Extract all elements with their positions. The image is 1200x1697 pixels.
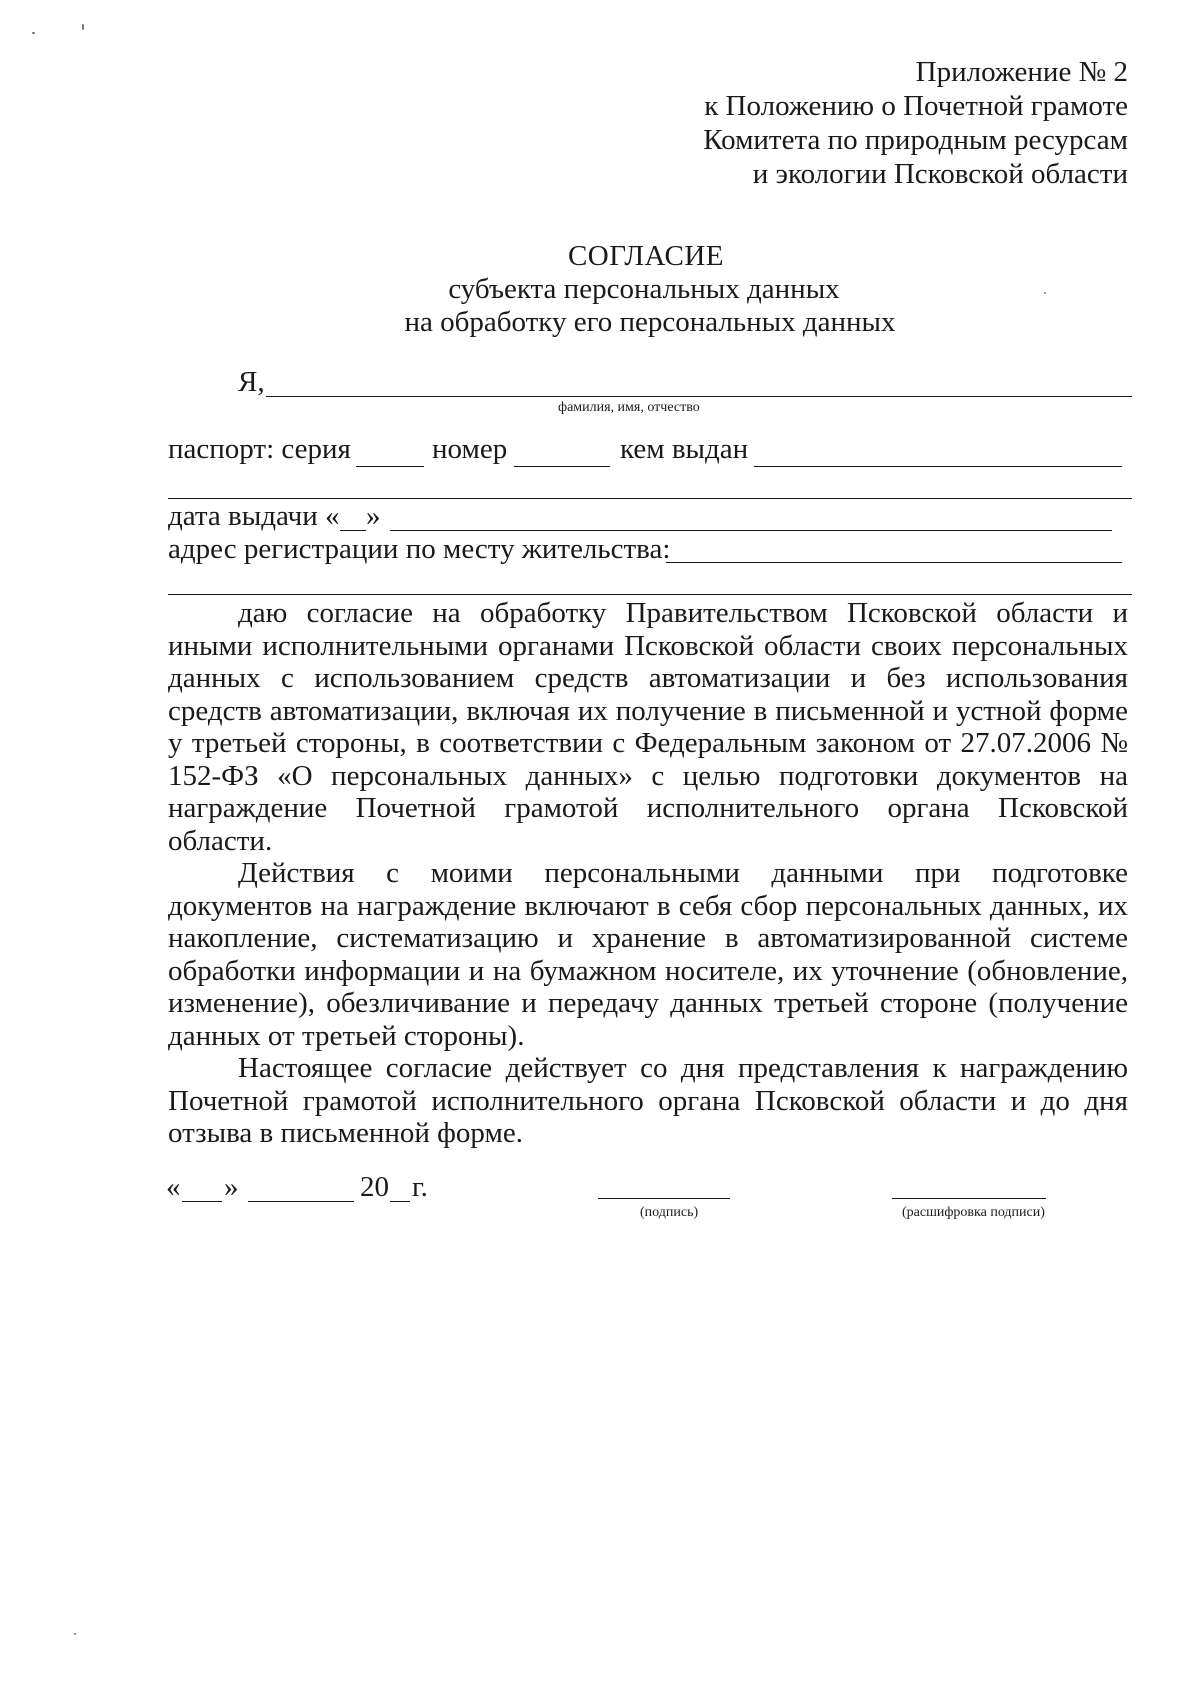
issue-date-label: дата выдачи « bbox=[168, 500, 340, 532]
scan-speck bbox=[32, 32, 35, 34]
consent-paragraph-1: даю согласие на обработку Правительством Псковской области и иными исполнительными органами Псковской области своих персональных данных с использованием средств автоматизации и без использования средств автоматизации, включая их получение в письменной и устной форме у третьей стороны, в соответствии с Федеральным законом от 27.07.2006 № 152-ФЗ «О персональных данных» с целью подготовки документов на награждение Почетной грамотой исполнительного органа Псковской области. bbox=[168, 597, 1128, 857]
date-open-quote: « bbox=[166, 1171, 181, 1203]
signature-decode-field[interactable] bbox=[892, 1198, 1046, 1199]
address-label: адрес регистрации по месту жительства: bbox=[168, 533, 671, 565]
title-sub-1: субъекта персональных данных bbox=[448, 273, 840, 305]
sign-day-field[interactable] bbox=[182, 1201, 222, 1202]
appendix-line-4: и экологии Псковской области bbox=[752, 158, 1128, 190]
address-field-line-2[interactable] bbox=[168, 594, 1132, 595]
signature-field[interactable] bbox=[598, 1198, 730, 1199]
passport-series-field[interactable] bbox=[356, 466, 424, 467]
fio-field[interactable] bbox=[266, 396, 1132, 397]
passport-number-field[interactable] bbox=[514, 466, 610, 467]
issue-date-field[interactable] bbox=[390, 530, 1112, 531]
year-prefix: 20 bbox=[360, 1171, 389, 1203]
issued-by-field-line-2[interactable] bbox=[168, 498, 1132, 499]
scan-speck bbox=[82, 24, 84, 30]
issue-date-close-quote: » bbox=[366, 500, 381, 532]
consent-body bbox=[168, 597, 1128, 1150]
issued-by-label: кем выдан bbox=[620, 433, 749, 465]
address-field[interactable] bbox=[666, 562, 1122, 563]
fio-caption: фамилия, имя, отчество bbox=[558, 400, 700, 415]
document-title bbox=[0, 240, 1200, 339]
appendix-line-3: Комитета по природным ресурсам bbox=[703, 124, 1128, 156]
year-suffix: г. bbox=[412, 1171, 428, 1203]
title-sub-2: на обработку его персональных данных bbox=[404, 306, 896, 338]
consent-paragraph-2: Действия с моими персональными данными при подготовке документов на награждение включают в себя сбор персональных данных, их накопление, систематизацию и хранение в автоматизированной системе обработки информации и на бумажном носителе, их уточнение (обновление, изменение), обезличивание и передачу данных третьей стороне (получение данных от третьей стороны). bbox=[168, 857, 1128, 1052]
appendix-line-1: Приложение № 2 bbox=[915, 56, 1128, 88]
scan-speck bbox=[74, 1633, 76, 1635]
passport-series-label: паспорт: серия bbox=[168, 433, 351, 465]
appendix-line-2: к Положению о Почетной грамоте bbox=[704, 90, 1128, 122]
signature-caption: (подпись) bbox=[640, 1205, 699, 1220]
appendix-header bbox=[703, 55, 1128, 191]
passport-number-label: номер bbox=[432, 433, 508, 465]
issue-day-field[interactable] bbox=[340, 530, 366, 531]
title-main: СОГЛАСИЕ bbox=[567, 240, 725, 272]
signature-decode-caption: (расшифровка подписи) bbox=[902, 1205, 1045, 1220]
issued-by-field[interactable] bbox=[754, 466, 1122, 467]
date-close-quote: » bbox=[224, 1171, 239, 1203]
sign-month-field[interactable] bbox=[248, 1201, 354, 1202]
sign-year-field[interactable] bbox=[390, 1201, 410, 1202]
i-label: Я, bbox=[238, 366, 265, 398]
consent-paragraph-3: Настоящее согласие действует со дня представления к награждению Почетной грамотой исполнительного органа Псковской области и до дня отзыва в письменной форме. bbox=[168, 1052, 1128, 1149]
